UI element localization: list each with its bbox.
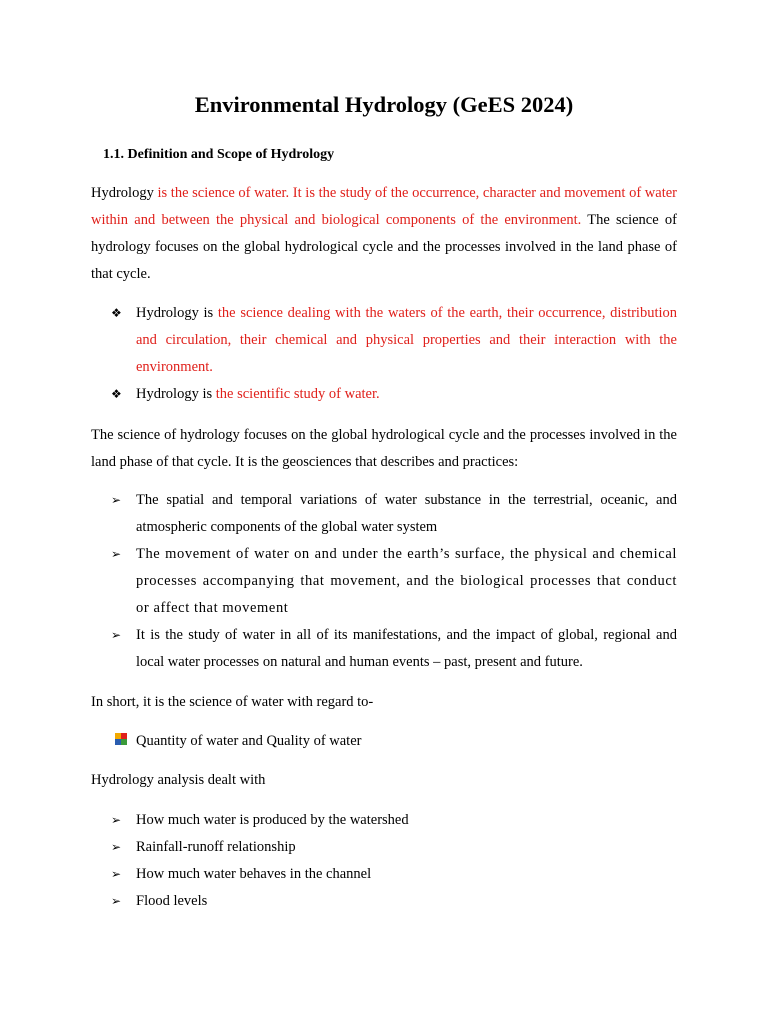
list-item <box>111 888 409 915</box>
list-item <box>111 487 677 541</box>
list-item <box>111 622 677 676</box>
arrowhead-bullet-icon: ➢ <box>111 894 122 908</box>
intro-paragraph <box>91 180 677 288</box>
colored-square-bullet-icon <box>115 733 127 745</box>
section-heading: 1.1. Definition and Scope of Hydrology <box>103 147 335 162</box>
short-item-text: Quantity of water and Quality of water <box>136 733 362 749</box>
analysis-point-text: Rainfall-runoff relationship <box>136 839 296 855</box>
analysis-list <box>111 807 409 915</box>
arrowhead-bullet-icon: ➢ <box>111 813 122 827</box>
list-item <box>111 300 677 381</box>
list-item <box>111 807 409 834</box>
intro-tail: The science of hydrology focuses on the global hydrological cycle and the processes involved in the land phase of that cycle. <box>91 212 677 282</box>
list-item <box>111 834 409 861</box>
analysis-intro: Hydrology analysis dealt with <box>91 772 266 788</box>
definition-emphasis: the science dealing with the waters of the earth, their occurrence, distribution and circulation, their chemical and physical properties and their interaction with the environment. <box>136 305 678 375</box>
analysis-point-text: How much water behaves in the channel <box>136 866 372 882</box>
geo-point-text: The movement of water on and under the earth’s surface, the physical and chemical processes accompanying that movement, and the biological processes that conduct or affect that movement <box>136 546 677 616</box>
geo-points-list <box>111 487 677 676</box>
geo-point-text: The spatial and temporal variations of water substance in the terrestrial, oceanic, and atmospheric components of the global water system <box>136 492 677 535</box>
document-title: Environmental Hydrology (GeES 2024) <box>194 92 574 117</box>
geo-point-text: It is the study of water in all of its manifestations, and the impact of global, regional and local water processes on natural and human events – past, present and future. <box>136 627 677 670</box>
definition-lead: Hydrology is <box>136 386 216 402</box>
short-list <box>111 728 361 755</box>
geo-paragraph: The science of hydrology focuses on the global hydrological cycle and the processes involved in the land phase of that cycle. It is the geosciences that describes and practices: <box>91 427 677 470</box>
list-item <box>111 728 361 755</box>
diamond-bullet-icon: ❖ <box>111 306 122 320</box>
arrowhead-bullet-icon: ➢ <box>111 628 122 642</box>
intro-emphasis: is the science of water. It is the study of the occurrence, character and movement of water within and between the physical and biological components of the environment. <box>91 185 677 228</box>
arrowhead-bullet-icon: ➢ <box>111 547 122 561</box>
definition-list <box>111 300 677 408</box>
arrowhead-bullet-icon: ➢ <box>111 867 122 881</box>
arrowhead-bullet-icon: ➢ <box>111 840 122 854</box>
short-intro: In short, it is the science of water with regard to- <box>91 694 374 710</box>
definition-emphasis: the scientific study of water. <box>215 386 380 402</box>
arrowhead-bullet-icon: ➢ <box>111 493 122 507</box>
diamond-bullet-icon: ❖ <box>111 387 122 401</box>
definition-lead: Hydrology is <box>136 305 218 321</box>
list-item <box>111 381 677 408</box>
list-item <box>111 861 409 888</box>
analysis-point-text: Flood levels <box>136 893 208 909</box>
intro-lead: Hydrology <box>91 185 154 201</box>
list-item <box>111 541 677 622</box>
analysis-point-text: How much water is produced by the watershed <box>136 812 409 828</box>
